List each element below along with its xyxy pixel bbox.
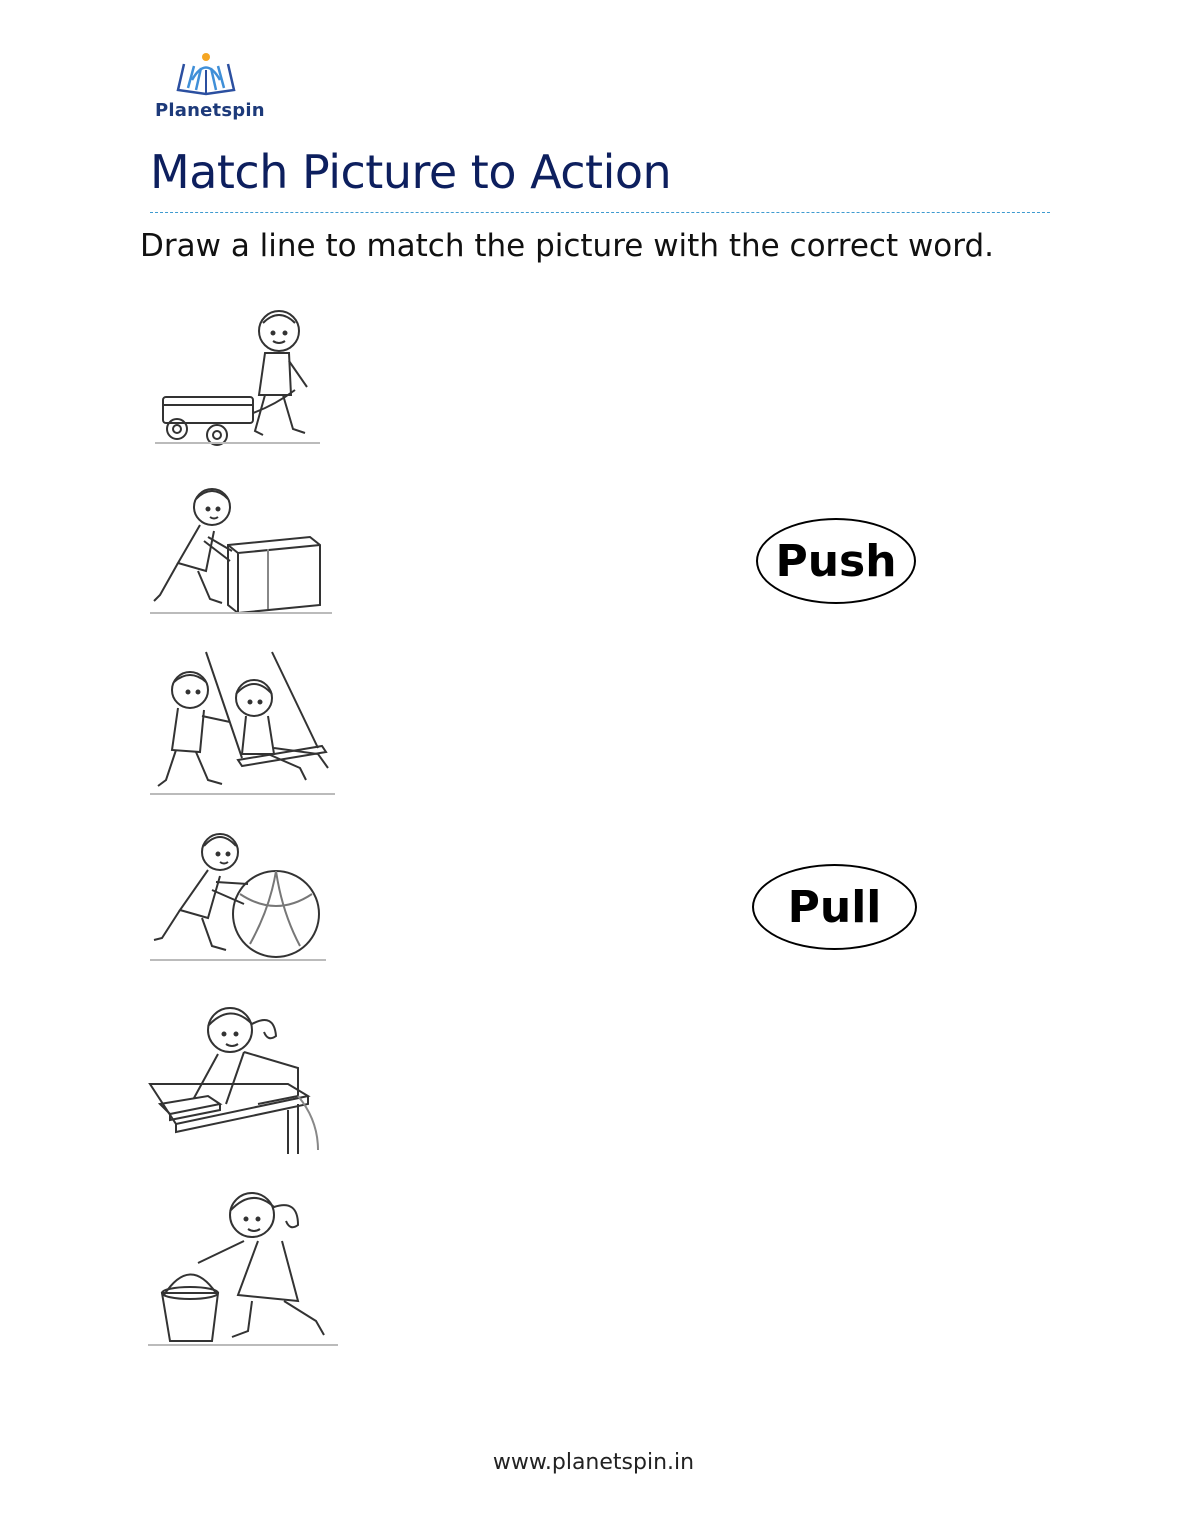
planetspin-logo (150, 50, 265, 128)
boy-pushing-ball-icon (150, 828, 330, 968)
girl-pushing-book-icon (148, 1000, 328, 1160)
boy-pushing-swing-icon (150, 650, 340, 800)
footer-website: www.planetspin.in (492, 1450, 695, 1475)
picture-girl-pulling-bucket[interactable] (148, 1185, 343, 1350)
word-push-oval[interactable] (756, 518, 916, 604)
picture-boy-pushing-box[interactable] (150, 485, 335, 620)
logo-brand-name: Planetspin (155, 100, 265, 121)
picture-boy-pushing-ball[interactable] (150, 828, 330, 968)
picture-boy-pulling-wagon[interactable] (155, 305, 325, 450)
open-book-logo-icon (170, 50, 242, 98)
word-push-label: Push (775, 535, 897, 587)
picture-girl-pushing-book[interactable] (148, 1000, 328, 1160)
page-title: Match Picture to Action (150, 145, 672, 199)
word-pull-oval[interactable] (752, 864, 917, 950)
word-pull-label: Pull (787, 881, 882, 933)
girl-pulling-bucket-icon (148, 1185, 343, 1350)
picture-boy-pushing-swing[interactable] (150, 650, 340, 800)
boy-pushing-box-icon (150, 485, 335, 620)
boy-pulling-wagon-icon (155, 305, 325, 450)
instruction-text: Draw a line to match the picture with the correct word. (140, 228, 994, 264)
title-divider (150, 212, 1050, 213)
